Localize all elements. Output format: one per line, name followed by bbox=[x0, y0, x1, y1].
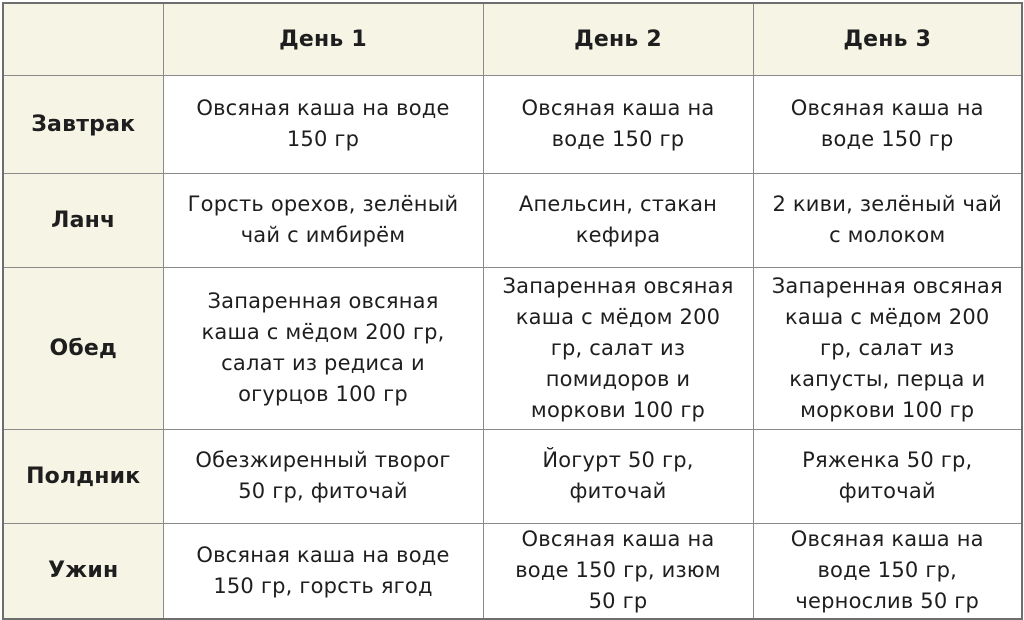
table-cell: Запаренная овсяная каша с мёдом 200 гр, салат из капусты, перца и моркови 100 гр bbox=[753, 267, 1022, 429]
table-cell: Запаренная овсяная каша с мёдом 200 гр, салат из редиса и огурцов 100 гр bbox=[163, 267, 483, 429]
table-row-dinner bbox=[3, 523, 1022, 619]
table-cell: Йогурт 50 гр, фиточай bbox=[483, 429, 753, 523]
table-cell: Запаренная овсяная каша с мёдом 200 гр, салат из помидоров и моркови 100 гр bbox=[483, 267, 753, 429]
column-header-day-1: День 1 bbox=[163, 3, 483, 75]
row-label-lunch-snack: Ланч bbox=[3, 173, 163, 267]
table-cell: Овсяная каша на воде 150 гр bbox=[753, 75, 1022, 173]
table-cell: Апельсин, стакан кефира bbox=[483, 173, 753, 267]
table-cell: Ряженка 50 гр, фиточай bbox=[753, 429, 1022, 523]
table-row-lunch bbox=[3, 267, 1022, 429]
table-cell: Овсяная каша на воде 150 гр bbox=[163, 75, 483, 173]
table-cell: Обезжиренный творог 50 гр, фиточай bbox=[163, 429, 483, 523]
header-row bbox=[3, 3, 1022, 75]
table-row-afternoon-snack bbox=[3, 429, 1022, 523]
meal-plan-table bbox=[2, 2, 1023, 620]
column-header-day-3: День 3 bbox=[753, 3, 1022, 75]
table-cell: Овсяная каша на воде 150 гр bbox=[483, 75, 753, 173]
table-cell: 2 киви, зелёный чай с молоком bbox=[753, 173, 1022, 267]
table-cell: Горсть орехов, зелёный чай с имбирём bbox=[163, 173, 483, 267]
table-row-lunch-snack bbox=[3, 173, 1022, 267]
corner-cell bbox=[3, 3, 163, 75]
column-header-day-2: День 2 bbox=[483, 3, 753, 75]
row-label-lunch: Обед bbox=[3, 267, 163, 429]
row-label-dinner: Ужин bbox=[3, 523, 163, 619]
table-row-breakfast bbox=[3, 75, 1022, 173]
table-cell: Овсяная каша на воде 150 гр, изюм 50 гр bbox=[483, 523, 753, 619]
row-label-afternoon-snack: Полдник bbox=[3, 429, 163, 523]
row-label-breakfast: Завтрак bbox=[3, 75, 163, 173]
table-cell: Овсяная каша на воде 150 гр, чернослив 50 гр bbox=[753, 523, 1022, 619]
table-cell: Овсяная каша на воде 150 гр, горсть ягод bbox=[163, 523, 483, 619]
